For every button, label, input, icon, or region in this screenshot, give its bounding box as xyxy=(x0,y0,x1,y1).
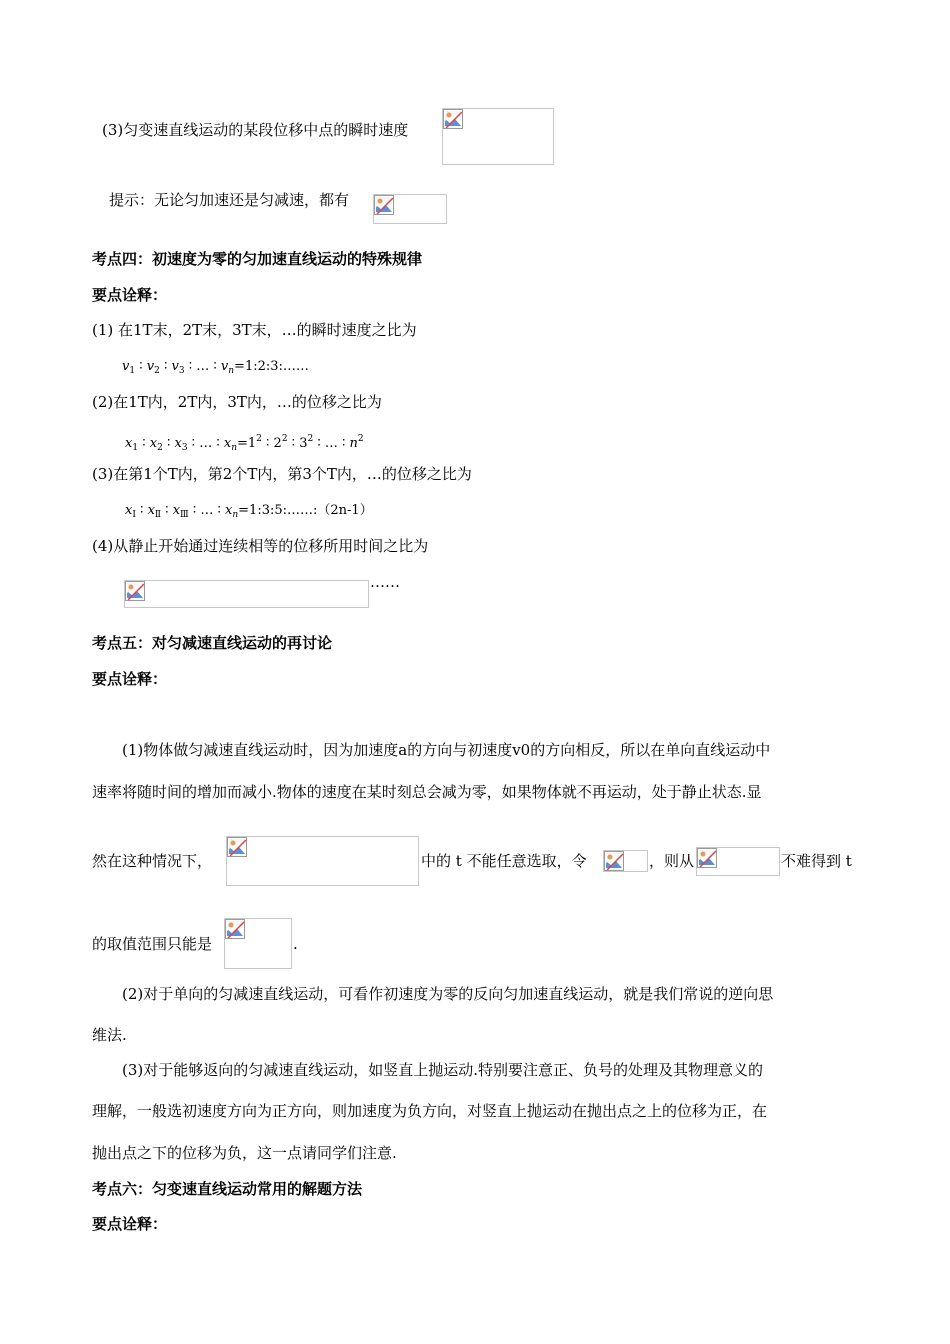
broken-image-icon xyxy=(604,851,624,871)
rule-3-ratio: $x_Ⅰ$ ∶ $x_Ⅱ$ ∶ $x_Ⅲ$ ∶ … ∶ $x_n=1:3:5:\dots\dots:(2n-1)$ xyxy=(125,503,373,520)
section-note-4: 要点诠释： xyxy=(92,286,168,304)
rule-3-text: (3)在第1个T内，第2个T内，第3个T内，…的位移之比为 xyxy=(92,465,472,483)
rule-2-ratio: $x_1$ ∶ $x_2$ ∶ $x_3$ ∶ … ∶ $x_n=1^2$ ∶ $2^2$ ∶ $3^2$ ∶ … ∶ $n^2$ xyxy=(125,434,364,453)
para1-line4b: . xyxy=(293,935,298,953)
para1-line3d: 不难得到 t xyxy=(781,852,852,870)
para2-line1: (2)对于单向的匀减速直线运动，可看作初速度为零的反向匀加速直线运动，就是我们常说的逆向思 xyxy=(122,985,774,1003)
broken-image-icon xyxy=(225,919,245,939)
rule-4-text: (4)从静止开始通过连续相等的位移所用时间之比为 xyxy=(92,537,429,555)
rule-4-ellipsis: …… xyxy=(370,573,400,591)
para2-line2: 维法. xyxy=(92,1026,127,1044)
section-title-4: 考点四：初速度为零的匀加速直线运动的特殊规律 xyxy=(92,250,423,268)
hint-text: 提示：无论匀加速还是匀减速，都有 xyxy=(109,191,350,209)
formula-image xyxy=(224,918,292,969)
broken-image-icon xyxy=(227,837,247,857)
formula-image xyxy=(442,108,554,165)
section-note-6: 要点诠释： xyxy=(92,1215,168,1233)
broken-image-icon xyxy=(697,848,717,868)
para3-line3: 抛出点之下的位移为负，这一点请同学们注意. xyxy=(92,1144,397,1162)
para1-line2: 速率将随时间的增加而减小.物体的速度在某时刻总会减为零，如果物体就不再运动，处于静止状态.显 xyxy=(92,783,762,801)
broken-image-icon xyxy=(443,109,463,129)
para1-line4a: 的取值范围只能是 xyxy=(92,935,213,953)
section-note-5: 要点诠释： xyxy=(92,670,168,688)
section-title-6: 考点六：匀变速直线运动常用的解题方法 xyxy=(92,1180,363,1198)
formula-image xyxy=(603,850,648,872)
para3-line1: (3)对于能够返向的匀减速直线运动，如竖直上抛运动.特别要注意正、负号的处理及其物理意义的 xyxy=(122,1061,764,1079)
formula-image xyxy=(373,194,447,224)
midpoint-velocity-text: (3)匀变速直线运动的某段位移中点的瞬时速度 xyxy=(102,121,409,139)
formula-image xyxy=(696,847,780,876)
para1-line3a: 然在这种情况下， xyxy=(92,852,213,870)
broken-image-icon xyxy=(125,581,145,601)
rule-1-text: (1) 在1T末，2T末，3T末，…的瞬时速度之比为 xyxy=(92,321,417,339)
rule-2-text: (2)在1T内，2T内，3T内，…的位移之比为 xyxy=(92,393,382,411)
formula-image xyxy=(226,836,419,886)
para1-line3c: ，则从 xyxy=(649,852,695,870)
broken-image-icon xyxy=(374,195,394,215)
formula-image xyxy=(124,580,369,608)
rule-1-ratio: $v_1$ ∶ $v_2$ ∶ $v_3$ ∶ … ∶ $v_n=1:2:3:\dots\dots$ xyxy=(122,359,309,376)
para3-line2: 理解，一般选初速度方向为正方向，则加速度为负方向，对竖直上抛运动在抛出点之上的位移为正，在 xyxy=(92,1102,768,1120)
para1-line1: (1)物体做匀减速直线运动时，因为加速度a的方向与初速度v0的方向相反，所以在单向直线运动中 xyxy=(122,741,771,759)
para1-line3b: 中的 t 不能任意选取，令 xyxy=(421,852,587,870)
section-title-5: 考点五：对匀减速直线运动的再讨论 xyxy=(92,634,333,652)
